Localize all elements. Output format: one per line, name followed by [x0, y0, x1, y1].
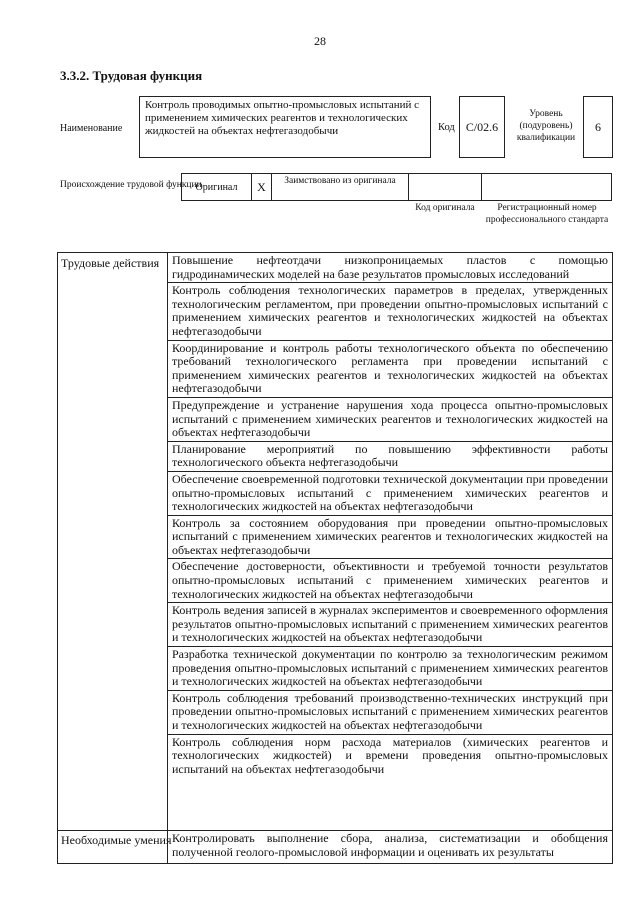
action-item: Контроль ведения записей в журналах экспериментов и своевременного оформления результатов опытно-промысловых испытаний с применением химических реагентов и технологических жидкостей на объектах нефтегазодобычи	[168, 603, 612, 647]
code-label: Код	[438, 122, 455, 133]
origin-label: Происхождение трудовой функции	[60, 180, 202, 190]
skills-list	[168, 831, 612, 860]
function-name-box: Контроль проводимых опытно-промысловых испытаний с применением химических реагентов и технологических жидкостей на объектах нефтегазодобычи	[139, 96, 431, 158]
action-item: Координирование и контроль работы технологического объекта по обеспечению требований технологического регламента при проведении испытаний с применением химических реагентов и технологических жидкостей на объектах нефтегазодобычи	[168, 341, 612, 398]
action-item: Контроль соблюдения норм расхода материалов (химических реагентов и технологических жидкостей) и времени проведения опытно-промысловых испытаний на объектах нефтегазодобычи	[172, 734, 608, 776]
code-value-box: C/02.6	[459, 96, 505, 158]
action-item: Контроль соблюдения технологических параметров в пределах, утвержденных технологическим регламентом, при проведении опытно-промысловых испытаний с применением химических реагентов и технологических жидкостей на объектах нефтегазодобычи	[168, 283, 612, 340]
skill-item: Контролировать выполнение сбора, анализа, систематизации и обобщения полученной геолого-промысловой информации и оценивать их результаты	[172, 831, 608, 859]
code-original-cell	[408, 173, 482, 201]
level-value-box: 6	[583, 96, 613, 158]
action-item: Контроль за состоянием оборудования при проведении опытно-промысловых испытаний с применением химических реагентов и технологических жидкостей на объектах нефтегазодобычи	[168, 516, 612, 560]
action-item: Предупреждение и устранение нарушения хода процесса опытно-промысловых испытаний с применением химических реагентов и технологических жидкостей на объектах нефтегазодобычи	[168, 398, 612, 442]
action-item: Обеспечение своевременной подготовки технической документации при проведении опытно-промысловых испытаний с применением химических реагентов и технологических жидкостей на объектах нефтегазодобычи	[168, 472, 612, 516]
section-title: 3.3.2. Трудовая функция	[60, 68, 203, 83]
borrowed-cell: Заимствовано из оригинала	[271, 173, 408, 201]
page-number: 28	[314, 34, 326, 48]
action-item: Планирование мероприятий по повышению эффективности работы технологического объекта нефтегазодобычи	[168, 442, 612, 472]
actions-list	[168, 253, 612, 777]
action-item: Контроль соблюдения требований производственно-технических инструкций при проведении опытно-промысловых испытаний с применением химических реагентов и технологических жидкостей на объектах нефтегазодобычи	[168, 691, 612, 735]
reg-number-caption: Регистрационный номер профессионального стандарта	[485, 203, 609, 225]
original-mark: X	[251, 173, 271, 201]
action-item: Обеспечение достоверности, объективности и требуемой точности результатов опытно-промысловых испытаний с применением химических реагентов и технологических жидкостей на объектах нефтегазодобычи	[168, 559, 612, 603]
action-item: Повышение нефтеотдачи низкопроницаемых пластов с помощью гидродинамических моделей на базе результатов промысловых исследований	[168, 253, 612, 283]
reg-number-cell	[482, 173, 612, 201]
category-skills: Необходимые умения	[61, 833, 172, 847]
name-label: Наименование	[60, 123, 123, 134]
category-actions: Трудовые действия	[61, 256, 160, 270]
level-label: Уровень (подуровень) квалификации	[516, 109, 576, 143]
action-item: Разработка технической документации по контролю за технологическим режимом проведения опытно-промысловых испытаний с применением химических реагентов и технологических жидкостей на объектах нефтегазодобычи	[168, 647, 612, 691]
original-cell: Оригинал	[181, 173, 251, 201]
code-original-caption: Код оригинала	[415, 203, 475, 213]
